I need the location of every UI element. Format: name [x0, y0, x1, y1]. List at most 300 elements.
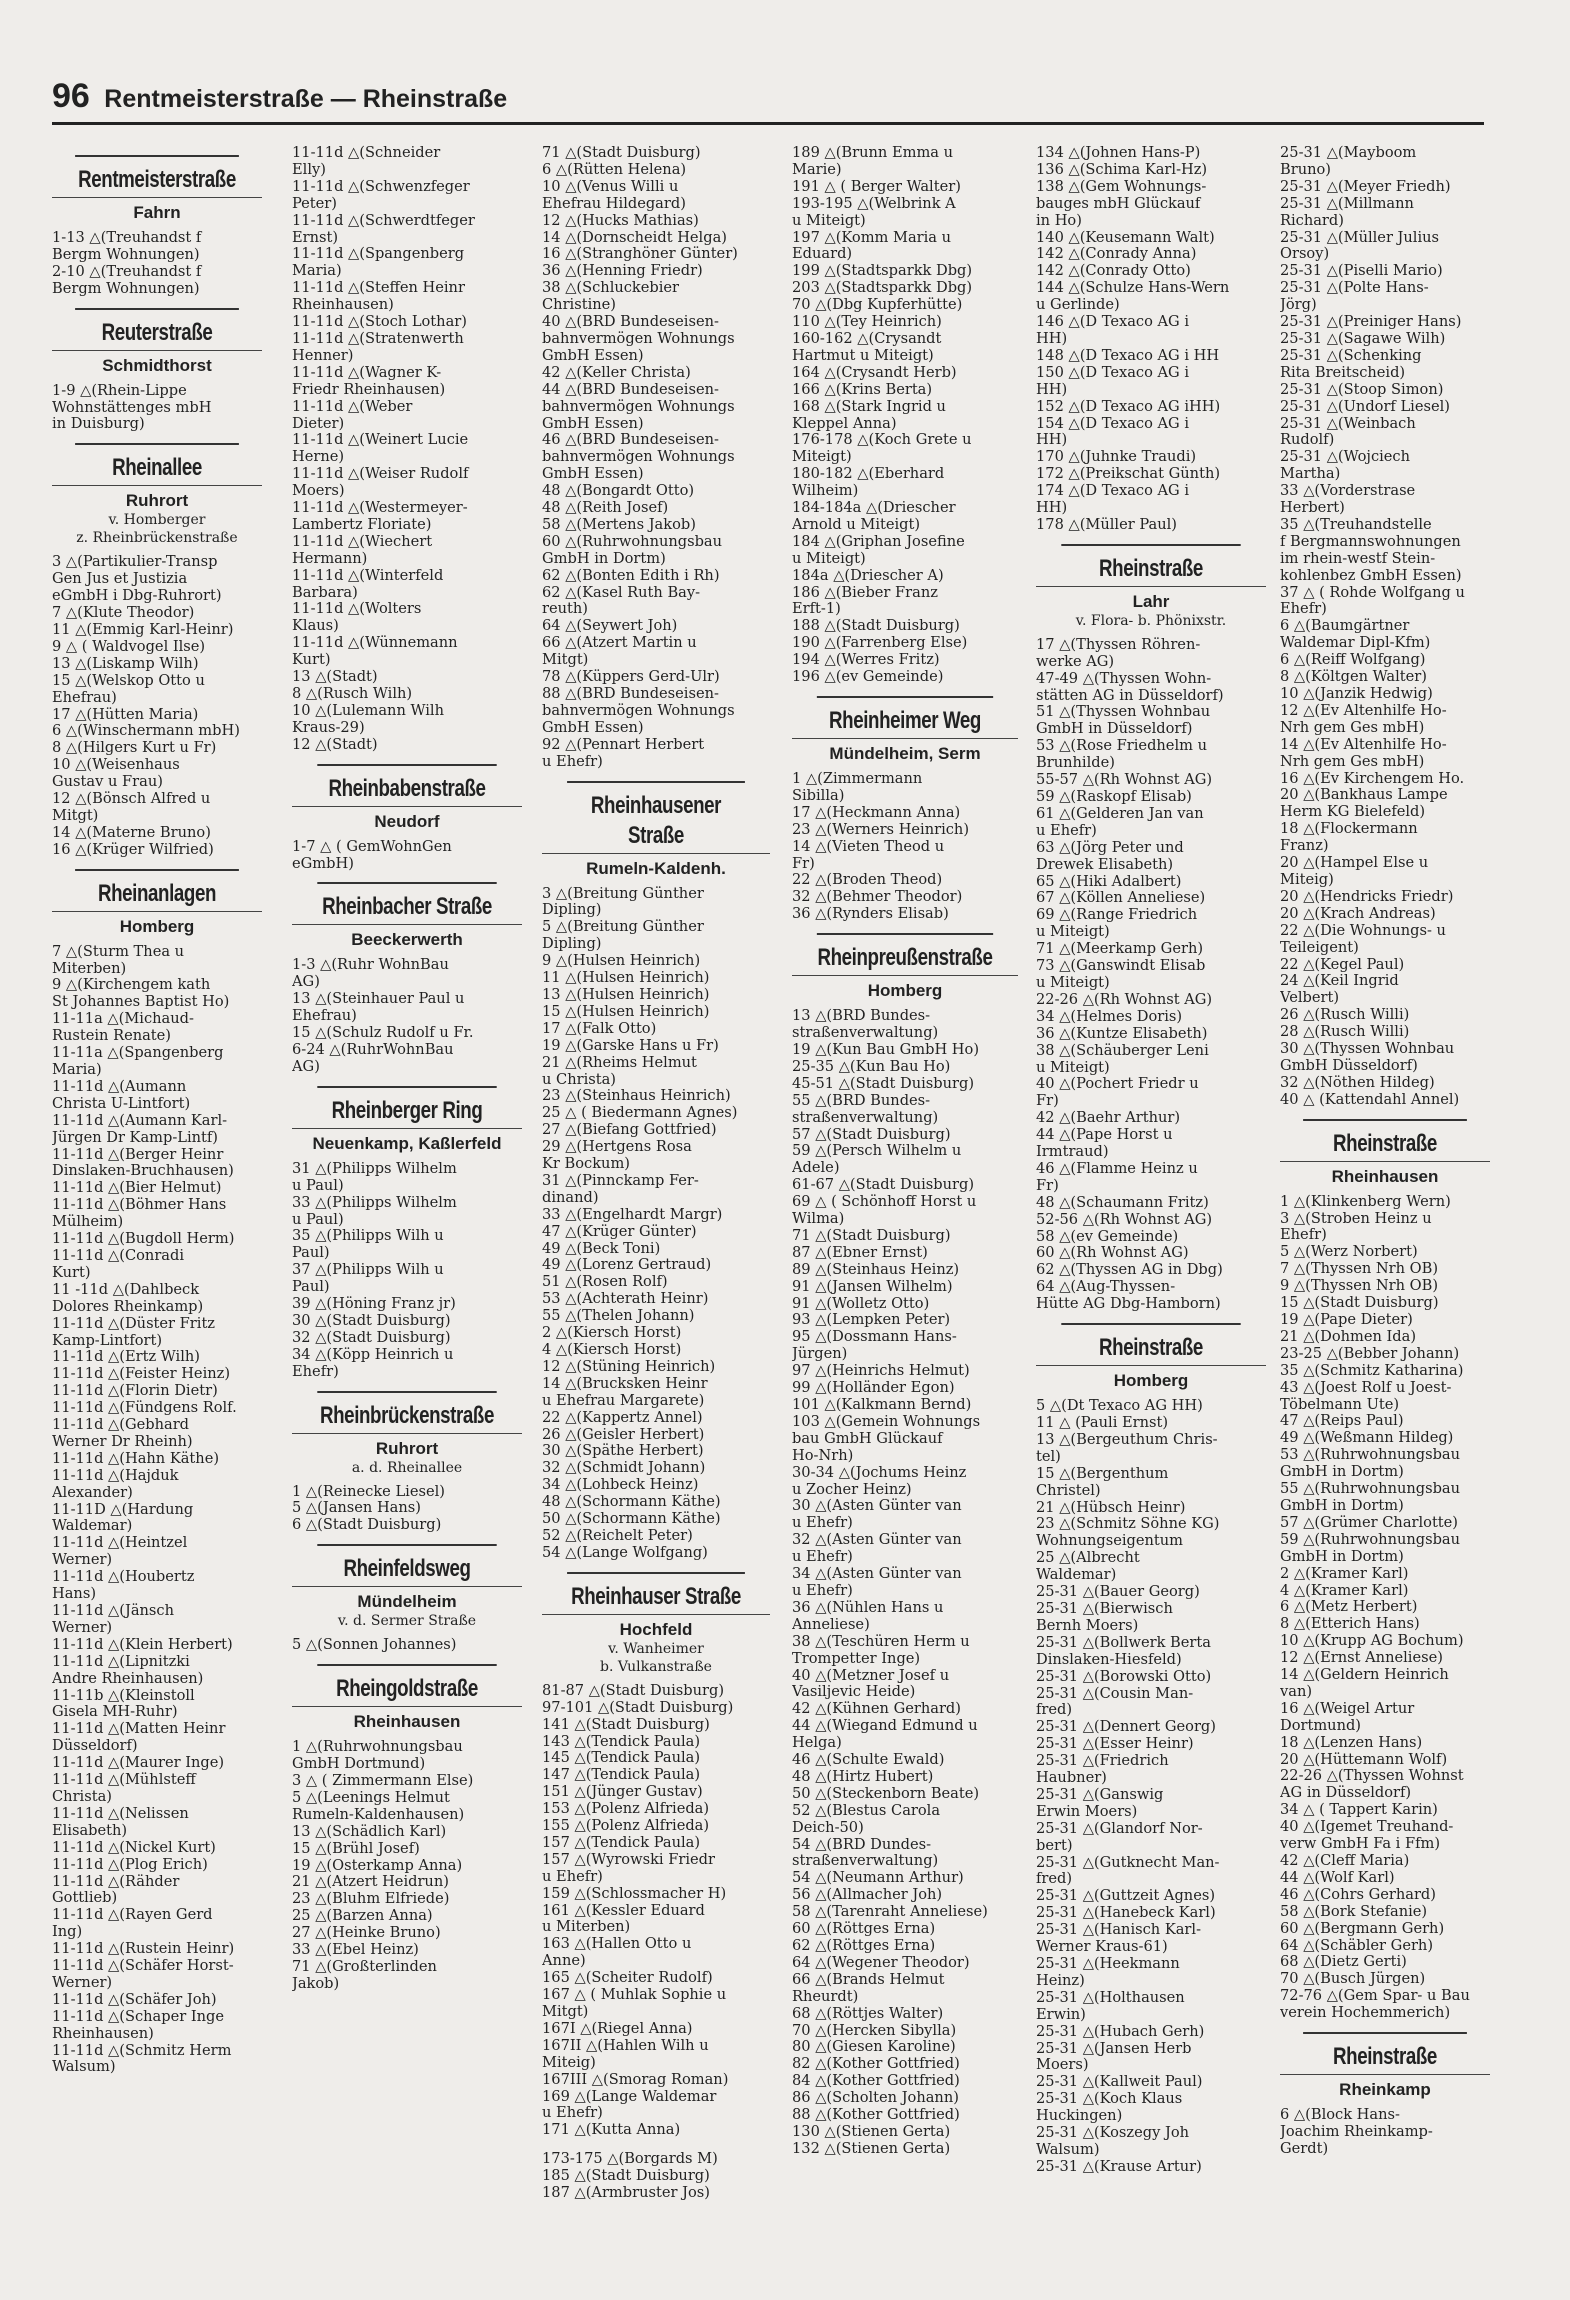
address-entry: 12 △(Stüning Heinrich)	[542, 1358, 716, 1375]
address-entry: 11-11d △(Weiser Rudolf	[292, 466, 469, 483]
address-entry: 11-11d △(Bier Helmut)	[52, 1180, 222, 1197]
address-entry: 34 △(Asten Günter van	[792, 1566, 962, 1583]
address-entry: 15 △(Stadt Duisburg)	[1280, 1295, 1439, 1312]
address-entry: 73 △(Ganswindt Elisab	[1036, 958, 1206, 975]
district-name: Mündelheim	[357, 1592, 457, 1612]
address-entry: Bergm Wohnungen)	[52, 280, 200, 297]
address-entry: 11-11d △(Böhmer Hans	[52, 1197, 227, 1214]
address-entry: Christa U-Lintfort)	[52, 1095, 191, 1112]
address-entry: Gottlieb)	[52, 1890, 118, 1907]
address-entry: HH)	[1036, 432, 1068, 449]
street-heading: Rheinstraße	[1061, 1323, 1240, 1363]
address-entry: 1 △(Ruhrwohnungsbau	[292, 1739, 463, 1756]
address-entry: 46 △(Flamme Heinz u	[1036, 1160, 1198, 1177]
address-entry: 140 △(Keusemann Walt)	[1036, 229, 1215, 246]
district-name: Fahrn	[133, 203, 181, 222]
address-entry: 11-11d △(Gebhard	[52, 1417, 190, 1434]
address-entry: 11-11d △(Schneider	[292, 145, 441, 161]
address-entry: Huckingen)	[1036, 2108, 1123, 2125]
address-entry: 42 △(Cleff Maria)	[1280, 1853, 1410, 1869]
address-entry: 21 △(Dohmen Ida)	[1280, 1328, 1417, 1345]
address-entry: 91 △(Wolletz Otto)	[792, 1295, 930, 1312]
address-entry: u Gerlinde)	[1036, 297, 1120, 314]
address-entry: 11-11d △(Schwenzfeger	[292, 178, 470, 195]
address-entry: Miteig)	[542, 2054, 596, 2071]
address-entry: 40 △(Metzner Josef u	[792, 1667, 950, 1684]
address-entry: Teileigent)	[1280, 939, 1359, 956]
address-entry: 190 △(Farrenberg Else)	[792, 635, 968, 652]
address-entry: Velbert)	[1280, 990, 1340, 1007]
address-entry: 25-31 △(Gutknecht Man-	[1036, 1854, 1220, 1871]
address-entry: 2 △(Kramer Karl)	[1280, 1565, 1409, 1582]
address-entry: u Miteigt)	[792, 550, 866, 567]
address-entry: Joachim Rheinkamp-	[1280, 2123, 1433, 2140]
address-entry: 69 △(Range Friedrich	[1036, 907, 1198, 924]
address-entry: Bruno)	[1280, 161, 1331, 178]
address-entry: 25-31 △(Meyer Friedh)	[1280, 178, 1451, 195]
address-entry: 8 △(Hilgers Kurt u Fr)	[52, 740, 217, 757]
address-entry: fred)	[1036, 1702, 1073, 1719]
address-entry: 22 △(Broden Theod)	[792, 872, 943, 889]
address-entry: 25-31 △(Kallweit Paul)	[1036, 2074, 1203, 2091]
address-entry: 17 △(Thyssen Röhren-	[1036, 636, 1201, 653]
address-entry: 36 △(Henning Friedr)	[542, 263, 703, 280]
address-entry: 28 △(Rusch Willi)	[1280, 1024, 1410, 1041]
address-entry: 185 △(Stadt Duisburg)	[542, 2168, 710, 2185]
address-entry: 45-51 △(Stadt Duisburg)	[792, 1075, 975, 1092]
address-entry: Rheurdt)	[792, 1988, 859, 2005]
address-entry: Anne)	[542, 1953, 586, 1970]
address-entry: 40 △ (Kattendahl Annel)	[1280, 1091, 1460, 1108]
street-heading: Rheinfeldsweg	[317, 1544, 496, 1584]
address-entry: 21 △(Hübsch Heinr)	[1036, 1499, 1186, 1516]
address-entry: 18 △(Lenzen Hans)	[1280, 1734, 1423, 1751]
address-entry: 11-11d △(Matten Heinr	[52, 1721, 226, 1738]
address-entry: 25-31 △(Heekmann	[1036, 1956, 1180, 1972]
address-entry: 187 △(Armbruster Jos)	[542, 2185, 710, 2202]
address-entry: Maria)	[292, 263, 342, 280]
address-entry: 3 △(Stroben Heinz u	[1280, 1210, 1432, 1227]
address-entry: 23 △(Bluhm Elfriede)	[292, 1891, 450, 1908]
address-entry: Mitgt)	[542, 652, 589, 669]
address-entry: 20 △(Bankhaus Lampe	[1280, 787, 1448, 804]
address-entry: 46 △(Cohrs Gerhard)	[1280, 1886, 1436, 1903]
address-entry: 2 △(Kiersch Horst)	[542, 1325, 682, 1342]
address-entry: 11-11d △(Aumann Karl-	[52, 1112, 228, 1129]
address-entry: 62 △(Thyssen AG in Dbg)	[1036, 1262, 1223, 1279]
address-entry: GmbH Dortmund)	[292, 1756, 426, 1773]
address-entry: 9 △(Kirchengem kath	[52, 977, 211, 994]
address-entry: Walsum)	[52, 2059, 116, 2076]
address-entry: Erft-1)	[792, 601, 841, 618]
address-entry: 9 △(Hulsen Heinrich)	[542, 953, 701, 970]
address-entry: 189 △(Brunn Emma u	[792, 145, 954, 161]
address-entry: 53 △(Ruhrwohnungsbau	[1280, 1447, 1461, 1464]
address-entry: 157 △(Tendick Paula)	[542, 1834, 701, 1851]
address-entry: AG)	[292, 1058, 320, 1075]
address-entry: Christine)	[542, 297, 616, 314]
address-entry: 191 △ ( Berger Walter)	[792, 178, 961, 195]
address-entry: Herbert)	[1280, 500, 1345, 517]
address-entry: Dipling)	[542, 902, 602, 919]
column-3	[542, 145, 770, 2285]
address-entry: 11-11d △(Düster Fritz	[52, 1315, 215, 1332]
address-entry: Bernh Moers)	[1036, 1617, 1139, 1634]
address-entry: 58 △(Tarenraht Anneliese)	[792, 1904, 988, 1921]
address-entry: 11-11d △(Wiechert	[292, 533, 433, 550]
address-entry: 13 △(Hulsen Heinrich)	[542, 986, 710, 1003]
address-entry: 48 △(Schaumann Fritz)	[1036, 1194, 1209, 1211]
address-entry: 70 △(Dbg Kupferhütte)	[792, 297, 963, 314]
address-entry: Irmtraud)	[1036, 1144, 1109, 1161]
address-entry: Rumeln-Kaldenhausen)	[292, 1806, 465, 1823]
address-entry: 11-11d △(Winterfeld	[292, 567, 444, 584]
address-entry: bau GmbH Glückauf	[792, 1430, 943, 1447]
address-entry: GmbH in Dortm)	[1280, 1497, 1404, 1514]
address-entry: 25-31 △(Hanisch Karl-	[1036, 1922, 1201, 1939]
address-entry: GmbH in Dortm)	[1280, 1548, 1404, 1565]
address-entry: u Zocher Heinz)	[792, 1481, 912, 1498]
address-entry: in Duisburg)	[52, 416, 145, 433]
address-entry: 99 △(Holländer Egon)	[792, 1380, 955, 1397]
address-entry: Jakob)	[292, 1975, 340, 1992]
address-entry: 160-162 △(Crysandt	[792, 330, 942, 347]
address-entry: St Johannes Baptist Ho)	[52, 994, 230, 1011]
address-entry: Werner)	[52, 1619, 113, 1636]
address-entry: Waldemar Dipl-Kfm)	[1280, 635, 1431, 652]
street-heading: Rheinhausener Straße	[567, 781, 745, 851]
address-entry: 11-11d △(Rayen Gerd	[52, 1907, 213, 1924]
address-entry: 9 △(Thyssen Nrh OB)	[1280, 1278, 1439, 1295]
address-entry: 23 △(Schmitz Söhne KG)	[1036, 1516, 1220, 1533]
address-entry: 193-195 △(Welbrink A	[792, 195, 956, 212]
address-entry: 25 △ ( Biedermann Agnes)	[542, 1105, 738, 1122]
address-entry: 13 △(Liskamp Wilh)	[52, 655, 199, 672]
address-entry: Ehefr)	[1280, 601, 1327, 618]
address-entry: 25-31 △(Piselli Mario)	[1280, 263, 1443, 280]
address-entry: bauges mbH Glückauf	[1036, 195, 1201, 212]
street-range-note: b. Vulkanstraße	[600, 1658, 712, 1675]
address-entry: 11-11d △(Schäfer Joh)	[52, 1991, 217, 2008]
column-5	[1036, 145, 1266, 2285]
district-name: Rumeln-Kaldenh.	[586, 858, 726, 878]
address-entry: Richard)	[1280, 212, 1344, 229]
address-entry: 163 △(Hallen Otto u	[542, 1936, 692, 1953]
address-entry: Werner Kraus-61)	[1036, 1939, 1168, 1956]
address-entry: 82 △(Kother Gottfried)	[792, 2056, 960, 2073]
address-entry: 25-31 △(Weinbach	[1280, 415, 1416, 432]
address-entry: Rita Breitscheid)	[1280, 364, 1406, 381]
address-entry: 25-31 △(Koszegy Joh	[1036, 2125, 1189, 2142]
street-rule	[792, 975, 1018, 976]
address-entry: 16 △(Stranghöner Günter)	[542, 246, 738, 263]
address-entry: 25-31 △(Dennert Georg)	[1036, 1719, 1216, 1736]
address-entry: 32 △(Schmidt Johann)	[542, 1460, 706, 1477]
address-entry: 86 △(Scholten Johann)	[792, 2090, 959, 2107]
street-rule	[52, 197, 262, 198]
address-entry: 25-31 △(Bierwisch	[1036, 1600, 1173, 1617]
address-entry: 66 △(Brands Helmut	[792, 1971, 945, 1988]
address-entry: 101 △(Kalkmann Bernd)	[792, 1397, 972, 1413]
address-entry: 11-11d △(Plog Erich)	[52, 1856, 208, 1873]
address-entry: 26 △(Geisler Herbert)	[542, 1426, 705, 1443]
street-range-note: v. d. Sermer Straße	[337, 1613, 477, 1630]
street-rule	[292, 1706, 522, 1707]
address-entry: Kleppel Anna)	[792, 415, 897, 432]
address-entry: u Miteigt)	[1036, 1059, 1110, 1076]
address-entry: 57 △(Stadt Duisburg)	[792, 1126, 951, 1143]
address-entry: GmbH in Düsseldorf)	[1036, 721, 1193, 738]
address-entry: 23 △(Werners Heinrich)	[792, 821, 970, 838]
street-rule	[1280, 1161, 1490, 1162]
address-entry: 51 △(Thyssen Wohnbau	[1036, 704, 1211, 721]
address-entry: 59 △(Persch Wilhelm u	[792, 1143, 962, 1160]
address-entry: 2-10 △(Treuhandst f	[52, 263, 202, 280]
address-entry: 11-11d △(Nelissen	[52, 1805, 189, 1822]
address-entry: Helga)	[792, 1735, 842, 1752]
address-entry: HH)	[1036, 500, 1068, 517]
address-entry: 5 △(Dt Texaco AG HH)	[1036, 1398, 1203, 1415]
address-entry: Kr Bockum)	[542, 1156, 630, 1173]
address-entry: 97 △(Heinrichs Helmut)	[792, 1363, 970, 1380]
address-entry: 167III △(Smorag Roman)	[542, 2071, 729, 2088]
address-entry: 30 △(Späthe Herbert)	[542, 1443, 704, 1460]
address-entry: 145 △(Tendick Paula)	[542, 1750, 701, 1767]
district-name: Ruhrort	[375, 1438, 439, 1458]
address-entry: 103 △(Gemein Wohnungs	[792, 1413, 981, 1430]
address-entry: 15 △(Bergenthum	[1036, 1465, 1169, 1482]
address-entry: 35 △(Treuhandstelle	[1280, 516, 1432, 533]
address-entry: 1-13 △(Treuhandst f	[52, 230, 202, 246]
address-entry: 87 △(Ebner Ernst)	[792, 1244, 928, 1261]
address-entry: HH)	[1036, 330, 1068, 347]
address-entry: 49 △(Beck Toni)	[542, 1240, 661, 1257]
address-entry: 89 △(Steinhaus Heinz)	[792, 1261, 960, 1278]
address-entry: 17 △(Falk Otto)	[542, 1020, 657, 1037]
address-entry: dinand)	[542, 1189, 599, 1206]
address-entry: 4 △(Kramer Karl)	[1280, 1582, 1409, 1599]
address-entry: 186 △(Bieber Franz	[792, 584, 938, 601]
address-entry: Jürgen Dr Kamp-Lintf)	[52, 1129, 218, 1146]
address-entry: 23 △(Steinhaus Heinrich)	[542, 1088, 731, 1105]
address-entry: 152 △(D Texaco AG iHH)	[1036, 398, 1221, 415]
address-entry: 35 △(Philipps Wilh u	[292, 1228, 444, 1245]
address-entry: 33 △(Engelhardt Margr)	[542, 1206, 723, 1223]
address-entry: Miterben)	[52, 960, 127, 977]
address-entry: bert)	[1036, 1837, 1073, 1854]
address-entry: u Ehefrau Margarete)	[542, 1392, 705, 1409]
street-heading: Rheingoldstraße	[317, 1664, 496, 1704]
street-range-note: v. Flora- b. Phönixstr.	[1075, 612, 1227, 629]
address-entry: Dipling)	[542, 936, 602, 953]
district-name: Rheinhausen	[1331, 1166, 1439, 1186]
address-entry: 20 △(Hüttemann Wolf)	[1280, 1751, 1448, 1768]
address-entry: 11-11d △(Maurer Inge)	[52, 1755, 225, 1772]
address-entry: 37 △(Philipps Wilh u	[292, 1262, 444, 1279]
address-entry: 35 △(Schmitz Katharina)	[1280, 1362, 1464, 1379]
address-entry: 70 △(Busch Jürgen)	[1280, 1971, 1426, 1988]
address-entry: Mitgt)	[542, 2004, 589, 2020]
address-entry: Ehefrau)	[52, 689, 117, 706]
address-entry: u Ehefr)	[792, 1515, 853, 1532]
address-entry: 11-11d △(Feister Heinz)	[52, 1366, 231, 1383]
address-entry: 171 △(Kutta Anna)	[542, 2122, 681, 2139]
address-entry: 176-178 △(Koch Grete u	[792, 432, 972, 449]
street-rule	[292, 1433, 522, 1434]
address-entry: 10 △(Krupp AG Bochum)	[1280, 1633, 1464, 1650]
district-name: Beeckerwerth	[351, 930, 463, 950]
address-entry: verein Hochemmerich)	[1280, 2005, 1451, 2022]
street-range-note: a. d. Rheinallee	[351, 1459, 463, 1476]
address-entry: fred)	[1036, 1871, 1073, 1888]
address-entry: 5 △(Jansen Hans)	[292, 1500, 421, 1517]
street-rule	[1036, 1365, 1266, 1366]
address-entry: 146 △(D Texaco AG i	[1036, 314, 1190, 331]
address-entry: 5 △(Werz Norbert)	[1280, 1244, 1418, 1261]
address-entry: 141 △(Stadt Duisburg)	[542, 1716, 710, 1733]
address-entry: 3 △ ( Zimmermann Else)	[292, 1773, 474, 1789]
address-entry: 6 △(Winschermann mbH)	[52, 723, 240, 740]
address-entry: Gen Jus et Justizia	[52, 571, 188, 588]
address-entry: Düsseldorf)	[52, 1738, 138, 1755]
address-entry: 4 △(Kiersch Horst)	[542, 1342, 682, 1358]
address-entry: AG)	[292, 974, 320, 991]
address-entry: Erwin)	[1036, 2006, 1086, 2023]
address-entry: Nrh gem Ges mbH)	[1280, 753, 1425, 770]
address-entry: 72-76 △(Gem Spar- u Bau	[1280, 1988, 1470, 2005]
address-entry: 1 △(Klinkenberg Wern)	[1280, 1193, 1451, 1210]
street-heading: Rheinheimer Weg	[817, 696, 993, 736]
address-entry: 25-31 △(Preiniger Hans)	[1280, 314, 1462, 331]
address-entry: bahnvermögen Wohnungs	[542, 449, 735, 466]
address-entry: GmbH in Dortm)	[1280, 1464, 1404, 1481]
address-entry: 62 △(Kasel Ruth Bay-	[542, 584, 701, 601]
address-entry: 25-31 △(Holthausen	[1036, 1989, 1185, 2006]
address-entry: u Ehefr)	[542, 1868, 603, 1885]
address-entry: 33 △(Ebel Heinz)	[292, 1942, 419, 1959]
address-entry: 178 △(Müller Paul)	[1036, 516, 1177, 533]
address-entry: Heinz)	[1036, 1972, 1085, 1989]
address-entry: 10 △(Venus Willi u	[542, 178, 679, 195]
column-4	[792, 145, 1018, 2285]
street-rule	[792, 738, 1018, 739]
address-entry: 70 △(Hercken Sibylla)	[792, 2022, 957, 2039]
address-entry: 25-31 △(Krause Artur)	[1036, 2158, 1202, 2175]
address-entry: Orsoy)	[1280, 246, 1330, 263]
address-entry: GmbH Essen)	[542, 347, 644, 364]
address-entry: Ehefr)	[1280, 1227, 1327, 1244]
address-entry: 26 △(Rusch Willi)	[1280, 1007, 1410, 1024]
address-entry: Dinslaken-Hiesfeld)	[1036, 1651, 1182, 1668]
address-entry: 55 △(BRD Bundes-	[792, 1092, 931, 1109]
address-entry: 30 △(Asten Günter van	[792, 1498, 962, 1515]
address-entry: 10 △(Weisenhaus	[52, 757, 180, 774]
address-entry: 15 △(Welskop Otto u	[52, 672, 205, 689]
street-rule	[52, 350, 262, 351]
address-entry: 68 △(Röttjes Walter)	[792, 2005, 944, 2022]
address-entry: 78 △(Küppers Gerd-Ulr)	[542, 669, 720, 686]
address-entry: 69 △ ( Schönhoff Horst u	[792, 1194, 977, 1211]
address-entry: Klaus)	[292, 618, 339, 635]
address-entry: bahnvermögen Wohnungs	[542, 702, 735, 719]
address-entry: u Paul)	[292, 1211, 344, 1228]
address-entry: 11-11d △(Bugdoll Herm)	[52, 1231, 235, 1248]
address-entry: werke AG)	[1036, 653, 1115, 670]
address-entry: Hans)	[52, 1586, 97, 1603]
address-entry: Dinslaken-Bruchhausen)	[52, 1163, 234, 1180]
address-entry: 91 △(Jansen Wilhelm)	[792, 1278, 953, 1295]
address-entry: 43 △(Joest Rolf u Joest-	[1280, 1379, 1452, 1396]
address-entry: 11-11d △(Lipnitzki	[52, 1653, 190, 1670]
address-entry: 25-31 △(Borowski Otto)	[1036, 1668, 1212, 1685]
address-entry: 60 △(Ruhrwohnungsbau	[542, 533, 723, 550]
address-entry: 40 △(Pochert Friedr u	[1036, 1076, 1199, 1093]
address-entry: 25-31 △(Cousin Man-	[1036, 1685, 1194, 1702]
address-entry: Miteig)	[1280, 871, 1334, 888]
address-entry: 11 △(Hulsen Heinrich)	[542, 970, 710, 987]
address-entry: 18 △(Flockermann	[1280, 821, 1418, 838]
address-entry: 25-31 △(Wojciech	[1280, 449, 1410, 466]
address-entry: 19 △(Kun Bau GmbH Ho)	[792, 1041, 980, 1058]
address-entry: 194 △(Werres Fritz)	[792, 652, 940, 669]
street-rule	[292, 1586, 522, 1587]
address-entry: Wilheim)	[792, 483, 859, 500]
street-heading: Rheinallee	[75, 443, 239, 483]
address-entry: Vasiljevic Heide)	[792, 1684, 916, 1701]
address-entry: 150 △(D Texaco AG i	[1036, 364, 1190, 381]
address-entry: 31 △(Pinnckamp Fer-	[542, 1172, 699, 1189]
address-entry: 5 △(Leenings Helmut	[292, 1789, 450, 1806]
address-entry: 59 △(Ruhrwohnungsbau	[1280, 1531, 1461, 1548]
address-entry: 47 △(Reips Paul)	[1280, 1413, 1404, 1430]
street-heading: Rheinbrückenstraße	[317, 1391, 496, 1431]
district-name: Lahr	[1132, 591, 1170, 611]
address-entry: 25-31 △(Sagawe Wilh)	[1280, 330, 1446, 347]
address-entry: 55-57 △(Rh Wohnst AG)	[1036, 772, 1213, 789]
address-entry: 25-31 △(Schenking	[1280, 347, 1422, 364]
address-entry: 197 △(Komm Maria u	[792, 229, 952, 246]
street-rule	[292, 806, 522, 807]
address-entry: 22-26 △(Rh Wohnst AG)	[1036, 991, 1213, 1008]
street-rule	[52, 485, 262, 486]
district-name: Hochfeld	[619, 1619, 693, 1639]
address-entry: 13 △(Stadt)	[292, 669, 378, 686]
address-entry: HH)	[1036, 381, 1068, 398]
address-entry: 6 △(Reiff Wolfgang)	[1280, 652, 1426, 669]
street-heading: Rheinbacher Straße	[317, 882, 496, 922]
address-entry: 157 △(Wyrowski Friedr	[542, 1851, 715, 1868]
address-entry: Rudolf)	[1280, 432, 1335, 449]
address-entry: Andre Rheinhausen)	[52, 1670, 204, 1687]
address-entry: 15 △(Hulsen Heinrich)	[542, 1003, 710, 1020]
address-entry: 14 △(Vieten Theod u	[792, 838, 945, 855]
address-entry: 11-11d △(Hajduk	[52, 1467, 179, 1484]
address-entry: 172 △(Preikschat Günth)	[1036, 466, 1221, 483]
address-entry: Walsum)	[1036, 2141, 1100, 2158]
address-entry: 11-11d △(Schmitz Herm	[52, 2042, 232, 2059]
address-entry: 136 △(Schima Karl-Hz)	[1036, 161, 1208, 178]
address-entry: 52 △(Reichelt Peter)	[542, 1527, 693, 1544]
address-entry: Elly)	[292, 161, 326, 178]
address-entry: 138 △(Gem Wohnungs-	[1036, 178, 1207, 195]
address-entry: 31 △(Philipps Wilhelm	[292, 1160, 457, 1177]
address-entry: 51 △(Rosen Rolf)	[542, 1274, 668, 1291]
address-entry: 32 △(Asten Günter van	[792, 1532, 962, 1549]
address-entry: eGmbH i Dbg-Ruhrort)	[52, 588, 222, 605]
address-entry: 12 △(Hucks Mathias)	[542, 212, 699, 229]
address-entry: Hütte AG Dbg-Hamborn)	[1036, 1296, 1221, 1313]
address-entry: 12 △(Stadt)	[292, 736, 378, 753]
